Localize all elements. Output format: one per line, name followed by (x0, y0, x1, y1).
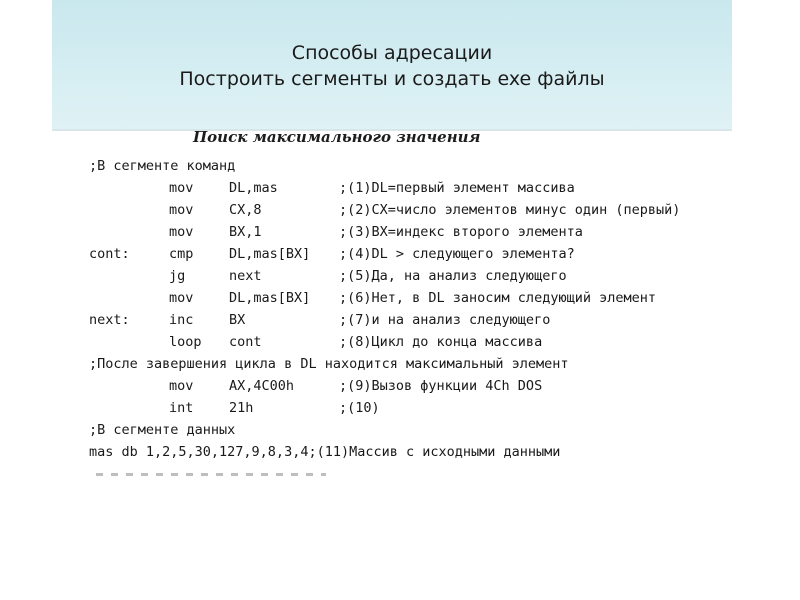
code-operands: next (229, 268, 262, 284)
code-operands: CX,8 (229, 202, 262, 218)
code-comment: ;(8)Цикл до конца массива (339, 334, 543, 350)
code-comment: ;(4)DL > следующего элемента? (339, 246, 575, 262)
code-listing-title: Поиск максимального значения (193, 128, 481, 146)
code-opcode: cmp (169, 246, 194, 262)
slide-header (52, 0, 732, 129)
code-comment-line: ;В сегменте команд (89, 158, 236, 174)
code-opcode: mov (169, 224, 194, 240)
code-line (89, 155, 739, 177)
code-line (89, 287, 739, 309)
code-comment: ;(10) (339, 400, 380, 416)
code-operands: 21h (229, 400, 254, 416)
scan-artifact (96, 473, 326, 476)
code-comment: ;(6)Нет, в DL заносим следующий элемент (339, 290, 656, 306)
slide-subtitle: Построить сегменты и создать exe файлы (179, 68, 605, 90)
code-line (89, 397, 739, 419)
code-comment: ;(5)Да, на анализ следующего (339, 268, 567, 284)
code-operands: BX (229, 312, 246, 328)
code-operands: AX,4C00h (229, 378, 295, 394)
code-line (89, 375, 739, 397)
code-operands: DL,mas (229, 180, 278, 196)
code-operands: DL,mas[BX] (229, 246, 311, 262)
code-opcode: int (169, 400, 194, 416)
code-operands: DL,mas[BX] (229, 290, 311, 306)
code-opcode: mov (169, 290, 194, 306)
code-opcode: loop (169, 334, 202, 350)
code-opcode: jg (169, 268, 186, 284)
code-label: next: (89, 312, 130, 328)
code-opcode: mov (169, 180, 194, 196)
code-line (89, 221, 739, 243)
code-comment: ;(2)CX=число элементов минус один (первый) (339, 202, 681, 218)
code-line (89, 177, 739, 199)
code-comment: ;(9)Вызов функции 4Ch DOS (339, 378, 543, 394)
code-comment-line: mas db 1,2,5,30,127,9,8,3,4;(11)Массив с исходными данными (89, 444, 561, 460)
code-comment: ;(7)и на анализ следующего (339, 312, 551, 328)
code-comment: ;(3)BX=индекс второго элемента (339, 224, 583, 240)
code-line (89, 265, 739, 287)
code-opcode: inc (169, 312, 194, 328)
code-listing (89, 155, 739, 463)
code-label: cont: (89, 246, 130, 262)
code-line (89, 309, 739, 331)
code-operands: BX,1 (229, 224, 262, 240)
code-line (89, 331, 739, 353)
slide-title: Способы адресации (291, 42, 493, 64)
code-line (89, 419, 739, 441)
code-line (89, 199, 739, 221)
code-operands: cont (229, 334, 262, 350)
code-opcode: mov (169, 202, 194, 218)
code-comment-line: ;После завершения цикла в DL находится максимальный элемент (89, 356, 569, 372)
code-comment-line: ;В сегменте данных (89, 422, 236, 438)
code-line (89, 441, 739, 463)
code-line (89, 243, 739, 265)
code-comment: ;(1)DL=первый элемент массива (339, 180, 575, 196)
code-line (89, 353, 739, 375)
code-opcode: mov (169, 378, 194, 394)
